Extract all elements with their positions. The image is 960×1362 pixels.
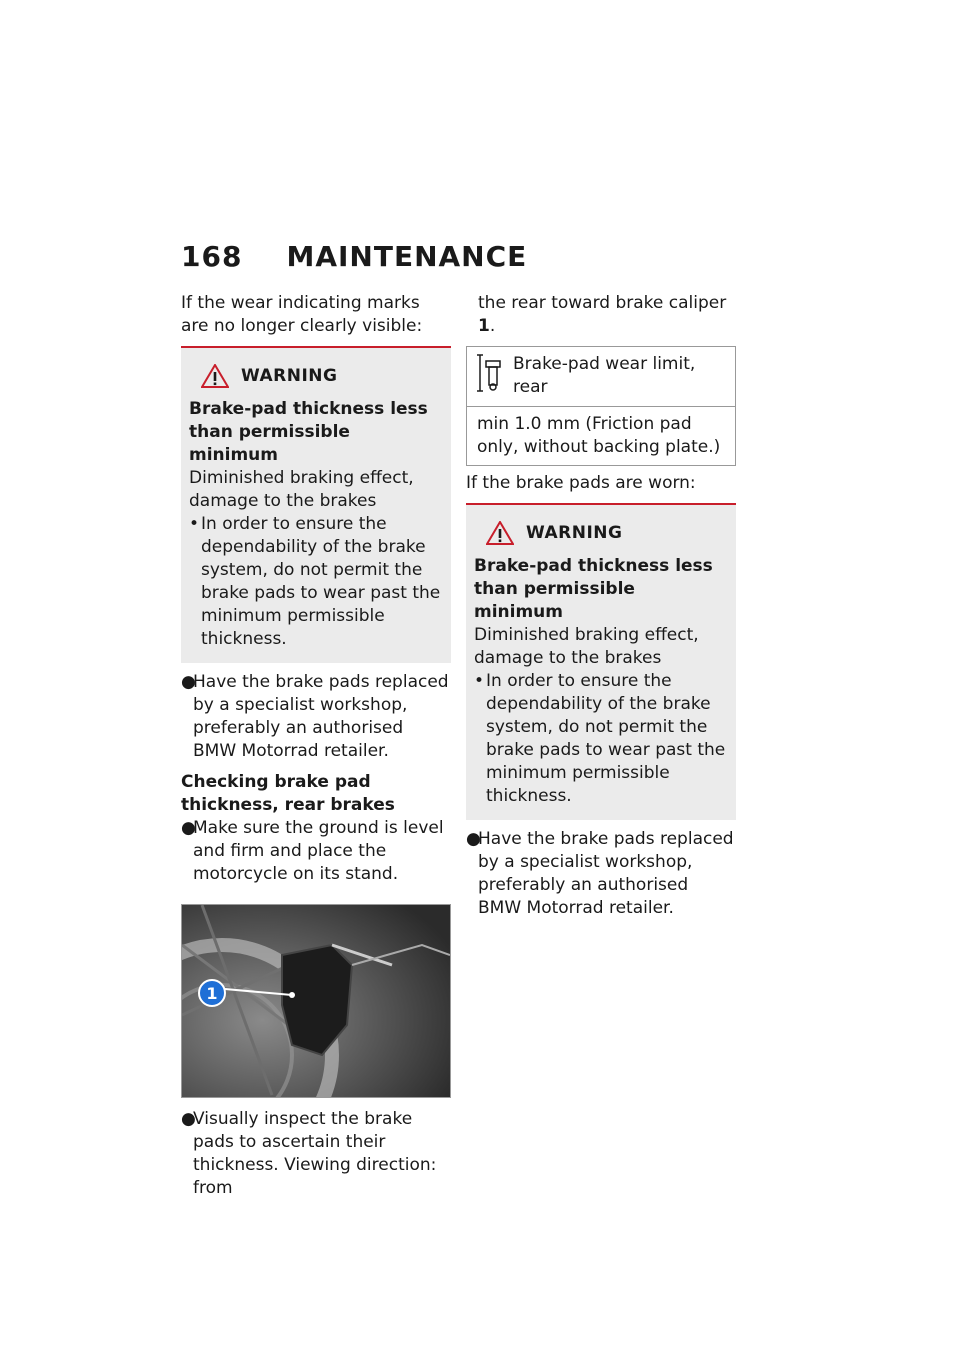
spec-label: Brake-pad wear limit, rear	[513, 354, 696, 397]
right-column	[466, 292, 736, 920]
left-column	[181, 292, 451, 1200]
list-item: ● Make sure the ground is level and firm and place the motorcycle on its stand.	[181, 818, 444, 884]
brake-caliper-illustration	[182, 905, 450, 1097]
spec-table	[466, 346, 736, 466]
warning-text: Diminished braking effect, damage to the brakes	[474, 625, 699, 668]
spec-value: min 1.0 mm (Friction pad only, without backing plate.)	[477, 414, 721, 457]
warning-box	[466, 503, 736, 820]
section-title: MAINTENANCE	[286, 240, 528, 273]
list-item: ● Have the brake pads replaced by a specialist workshop, preferably an authorised BMW Motorrad retailer.	[466, 829, 734, 918]
warning-triangle-icon	[486, 521, 514, 545]
warning-title: WARNING	[241, 365, 338, 386]
continued-text: the rear toward brake caliper 1.	[478, 293, 727, 336]
warning-text: Diminished braking effect, damage to the brakes	[189, 468, 414, 511]
warning-triangle-icon	[201, 364, 229, 388]
warning-bullet: • In order to ensure the dependability of the brake system, do not permit the brake pads to wear past the minimum permissible thickness.	[189, 514, 441, 649]
warning-title: WARNING	[526, 522, 623, 543]
intro-text: If the wear indicating marks are no longer clearly visible:	[181, 293, 423, 336]
brake-caliper-photo	[181, 904, 451, 1098]
page-number: 168	[181, 240, 243, 273]
subheading: Checking brake pad thickness, rear brakes	[181, 772, 395, 815]
intro-text: If the brake pads are worn:	[466, 473, 696, 493]
list-item: ● Visually inspect the brake pads to ascertain their thickness. Viewing direction: from	[181, 1109, 437, 1198]
warning-box	[181, 346, 451, 663]
page-header	[181, 240, 527, 273]
callout-label: 1	[206, 984, 218, 1003]
brake-pad-icon	[477, 353, 503, 393]
warning-bullet: • In order to ensure the dependability of the brake system, do not permit the brake pads to wear past the minimum permissible thickness.	[474, 671, 726, 806]
warning-heading: Brake-pad thickness less than permissible minimum	[474, 556, 713, 622]
list-item: ● Have the brake pads replaced by a specialist workshop, preferably an authorised BMW Motorrad retailer.	[181, 672, 449, 761]
warning-heading: Brake-pad thickness less than permissible minimum	[189, 399, 428, 465]
